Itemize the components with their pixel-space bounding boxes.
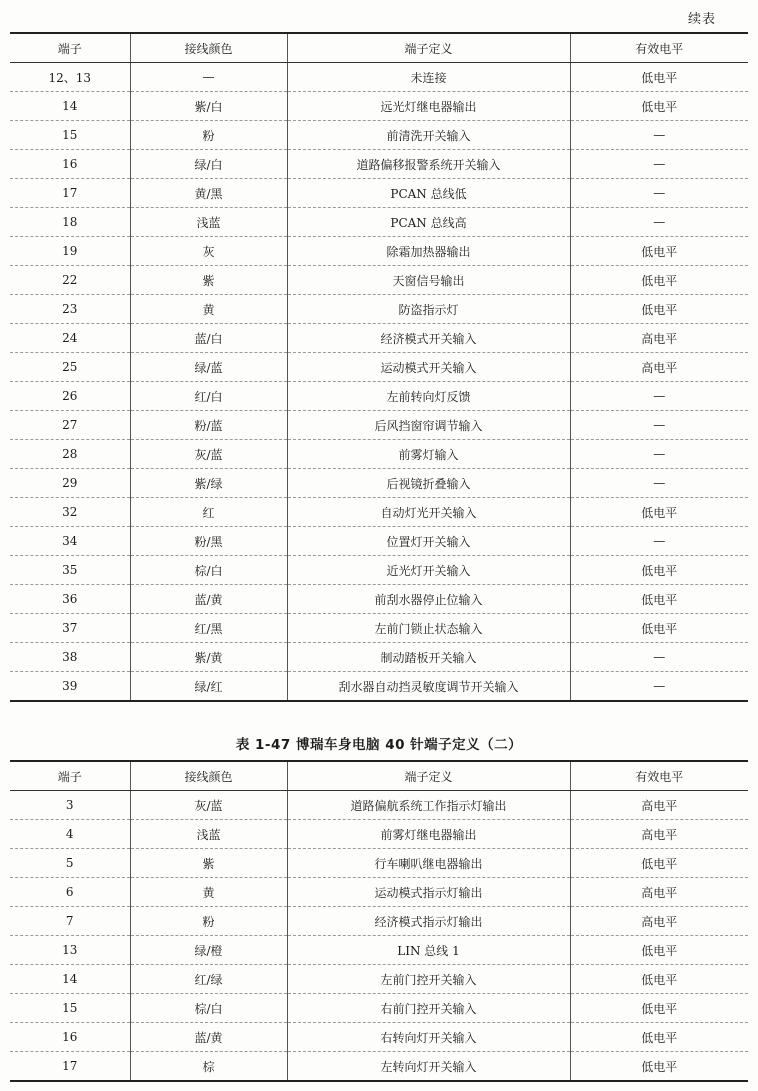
cell-terminal: 13 (10, 936, 130, 965)
cell-active-level: — (570, 121, 748, 150)
table-row (10, 556, 748, 585)
cell-wire-color: 粉/黑 (130, 527, 287, 556)
table-row (10, 585, 748, 614)
cell-active-level: 低电平 (570, 92, 748, 121)
table-row (10, 1023, 748, 1052)
terminal-table-continued (10, 32, 748, 702)
cell-active-level: 低电平 (570, 498, 748, 527)
cell-wire-color: 蓝/黄 (130, 585, 287, 614)
table-row (10, 994, 748, 1023)
cell-wire-color: 黄 (130, 295, 287, 324)
cell-wire-color: 浅蓝 (130, 820, 287, 849)
table-row (10, 440, 748, 469)
cell-terminal-definition: 经济模式开关输入 (287, 324, 570, 353)
cell-active-level: 低电平 (570, 994, 748, 1023)
table-row (10, 295, 748, 324)
cell-wire-color: 紫/白 (130, 92, 287, 121)
cell-wire-color: 红/白 (130, 382, 287, 411)
cell-wire-color: 黄/黑 (130, 179, 287, 208)
cell-terminal-definition: 防盗指示灯 (287, 295, 570, 324)
cell-wire-color: 灰 (130, 237, 287, 266)
table-row (10, 1052, 748, 1082)
header-wire-color: 接线颜色 (130, 33, 287, 63)
cell-wire-color: 绿/橙 (130, 936, 287, 965)
cell-active-level: 高电平 (570, 353, 748, 382)
cell-terminal: 36 (10, 585, 130, 614)
cell-terminal: 15 (10, 994, 130, 1023)
cell-terminal: 39 (10, 672, 130, 702)
header-terminal-definition: 端子定义 (287, 33, 570, 63)
cell-terminal: 26 (10, 382, 130, 411)
cell-terminal: 17 (10, 179, 130, 208)
table-row (10, 179, 748, 208)
cell-active-level: 低电平 (570, 556, 748, 585)
cell-active-level: — (570, 440, 748, 469)
table-row (10, 353, 748, 382)
cell-active-level: 低电平 (570, 1052, 748, 1082)
cell-active-level: 高电平 (570, 791, 748, 820)
cell-terminal-definition: 刮水器自动挡灵敏度调节开关输入 (287, 672, 570, 702)
cell-wire-color: 红/黑 (130, 614, 287, 643)
continuation-label: 续表 (687, 12, 716, 27)
table-row (10, 820, 748, 849)
cell-terminal: 16 (10, 150, 130, 179)
cell-active-level: — (570, 382, 748, 411)
table-row (10, 643, 748, 672)
table-header-row (10, 33, 748, 63)
table-row (10, 936, 748, 965)
cell-terminal: 29 (10, 469, 130, 498)
cell-active-level: — (570, 643, 748, 672)
cell-terminal: 17 (10, 1052, 130, 1082)
cell-terminal-definition: 除霜加热器输出 (287, 237, 570, 266)
cell-terminal: 37 (10, 614, 130, 643)
cell-terminal-definition: 后视镜折叠输入 (287, 469, 570, 498)
cell-wire-color: 紫/绿 (130, 469, 287, 498)
table-row (10, 498, 748, 527)
cell-terminal-definition: 左前门锁止状态输入 (287, 614, 570, 643)
cell-terminal-definition: 右前门控开关输入 (287, 994, 570, 1023)
cell-active-level: — (570, 208, 748, 237)
cell-terminal-definition: 未连接 (287, 63, 570, 92)
cell-terminal: 22 (10, 266, 130, 295)
table-row (10, 92, 748, 121)
terminal-table-2 (10, 760, 748, 1082)
cell-terminal-definition: 运动模式指示灯输出 (287, 878, 570, 907)
cell-active-level: 低电平 (570, 936, 748, 965)
cell-wire-color: — (130, 63, 287, 92)
cell-terminal: 27 (10, 411, 130, 440)
cell-terminal: 4 (10, 820, 130, 849)
cell-terminal: 16 (10, 1023, 130, 1052)
cell-terminal: 14 (10, 965, 130, 994)
cell-active-level: — (570, 411, 748, 440)
cell-terminal-definition: LIN 总线 1 (287, 936, 570, 965)
cell-wire-color: 蓝/黄 (130, 1023, 287, 1052)
table-header-row (10, 761, 748, 791)
cell-wire-color: 绿/红 (130, 672, 287, 702)
header-active-level: 有效电平 (570, 33, 748, 63)
cell-wire-color: 灰/蓝 (130, 440, 287, 469)
table-row (10, 411, 748, 440)
cell-terminal: 38 (10, 643, 130, 672)
cell-wire-color: 粉 (130, 907, 287, 936)
cell-terminal-definition: 前刮水器停止位输入 (287, 585, 570, 614)
cell-active-level: 低电平 (570, 849, 748, 878)
cell-wire-color: 黄 (130, 878, 287, 907)
cell-terminal-definition: 左前转向灯反馈 (287, 382, 570, 411)
table-row (10, 527, 748, 556)
table-row (10, 791, 748, 820)
cell-terminal: 15 (10, 121, 130, 150)
cell-terminal: 3 (10, 791, 130, 820)
cell-terminal-definition: PCAN 总线高 (287, 208, 570, 237)
table-row (10, 382, 748, 411)
header-wire-color: 接线颜色 (130, 761, 287, 791)
cell-terminal-definition: 经济模式指示灯输出 (287, 907, 570, 936)
cell-wire-color: 紫 (130, 849, 287, 878)
cell-wire-color: 紫/黄 (130, 643, 287, 672)
cell-active-level: 低电平 (570, 1023, 748, 1052)
cell-wire-color: 紫 (130, 266, 287, 295)
cell-terminal: 23 (10, 295, 130, 324)
table-row (10, 63, 748, 92)
cell-wire-color: 灰/蓝 (130, 791, 287, 820)
cell-active-level: 高电平 (570, 907, 748, 936)
cell-terminal: 28 (10, 440, 130, 469)
cell-wire-color: 粉 (130, 121, 287, 150)
cell-terminal-definition: 近光灯开关输入 (287, 556, 570, 585)
table-row (10, 469, 748, 498)
table-row (10, 878, 748, 907)
cell-wire-color: 蓝/白 (130, 324, 287, 353)
cell-terminal: 19 (10, 237, 130, 266)
table-row (10, 965, 748, 994)
cell-terminal-definition: 道路偏航系统工作指示灯输出 (287, 791, 570, 820)
cell-active-level: — (570, 179, 748, 208)
cell-terminal-definition: 运动模式开关输入 (287, 353, 570, 382)
cell-active-level: 低电平 (570, 237, 748, 266)
table-row (10, 266, 748, 295)
table-row (10, 121, 748, 150)
cell-wire-color: 绿/蓝 (130, 353, 287, 382)
table-row (10, 907, 748, 936)
cell-active-level: 低电平 (570, 965, 748, 994)
cell-terminal: 14 (10, 92, 130, 121)
cell-active-level: 低电平 (570, 295, 748, 324)
header-terminal: 端子 (10, 33, 130, 63)
header-terminal-definition: 端子定义 (287, 761, 570, 791)
cell-wire-color: 红 (130, 498, 287, 527)
cell-terminal-definition: 天窗信号输出 (287, 266, 570, 295)
cell-terminal: 5 (10, 849, 130, 878)
cell-terminal: 35 (10, 556, 130, 585)
cell-terminal-definition: 左转向灯开关输入 (287, 1052, 570, 1082)
cell-terminal: 18 (10, 208, 130, 237)
cell-terminal-definition: 道路偏移报警系统开关输入 (287, 150, 570, 179)
cell-active-level: 低电平 (570, 63, 748, 92)
cell-terminal: 34 (10, 527, 130, 556)
cell-terminal-definition: 前雾灯继电器输出 (287, 820, 570, 849)
table-row (10, 672, 748, 702)
cell-active-level: 低电平 (570, 266, 748, 295)
cell-active-level: 低电平 (570, 614, 748, 643)
cell-terminal-definition: 行车喇叭继电器输出 (287, 849, 570, 878)
cell-terminal: 6 (10, 878, 130, 907)
cell-active-level: — (570, 150, 748, 179)
cell-wire-color: 粉/蓝 (130, 411, 287, 440)
cell-terminal-definition: 前清洗开关输入 (287, 121, 570, 150)
cell-terminal: 32 (10, 498, 130, 527)
cell-terminal-definition: 远光灯继电器输出 (287, 92, 570, 121)
cell-terminal-definition: 自动灯光开关输入 (287, 498, 570, 527)
cell-active-level: — (570, 672, 748, 702)
cell-active-level: 高电平 (570, 324, 748, 353)
cell-wire-color: 棕/白 (130, 556, 287, 585)
cell-active-level: 高电平 (570, 820, 748, 849)
cell-wire-color: 棕 (130, 1052, 287, 1082)
cell-terminal: 24 (10, 324, 130, 353)
cell-terminal-definition: 左前门控开关输入 (287, 965, 570, 994)
header-active-level: 有效电平 (570, 761, 748, 791)
cell-wire-color: 棕/白 (130, 994, 287, 1023)
cell-terminal-definition: 前雾灯输入 (287, 440, 570, 469)
table-caption: 表 1-47 博瑞车身电脑 40 针端子定义（二） (235, 737, 523, 753)
cell-active-level: 低电平 (570, 585, 748, 614)
table-row (10, 150, 748, 179)
cell-terminal-definition: 后风挡窗帘调节输入 (287, 411, 570, 440)
table-row (10, 614, 748, 643)
cell-active-level: — (570, 469, 748, 498)
cell-wire-color: 绿/白 (130, 150, 287, 179)
cell-terminal: 25 (10, 353, 130, 382)
cell-terminal: 7 (10, 907, 130, 936)
table-row (10, 849, 748, 878)
cell-active-level: — (570, 527, 748, 556)
cell-terminal-definition: 右转向灯开关输入 (287, 1023, 570, 1052)
cell-terminal-definition: 制动踏板开关输入 (287, 643, 570, 672)
table-row (10, 324, 748, 353)
cell-terminal-definition: 位置灯开关输入 (287, 527, 570, 556)
cell-terminal-definition: PCAN 总线低 (287, 179, 570, 208)
cell-wire-color: 红/绿 (130, 965, 287, 994)
table-row (10, 208, 748, 237)
table-row (10, 237, 748, 266)
cell-active-level: 高电平 (570, 878, 748, 907)
cell-wire-color: 浅蓝 (130, 208, 287, 237)
header-terminal: 端子 (10, 761, 130, 791)
cell-terminal: 12、13 (10, 63, 130, 92)
